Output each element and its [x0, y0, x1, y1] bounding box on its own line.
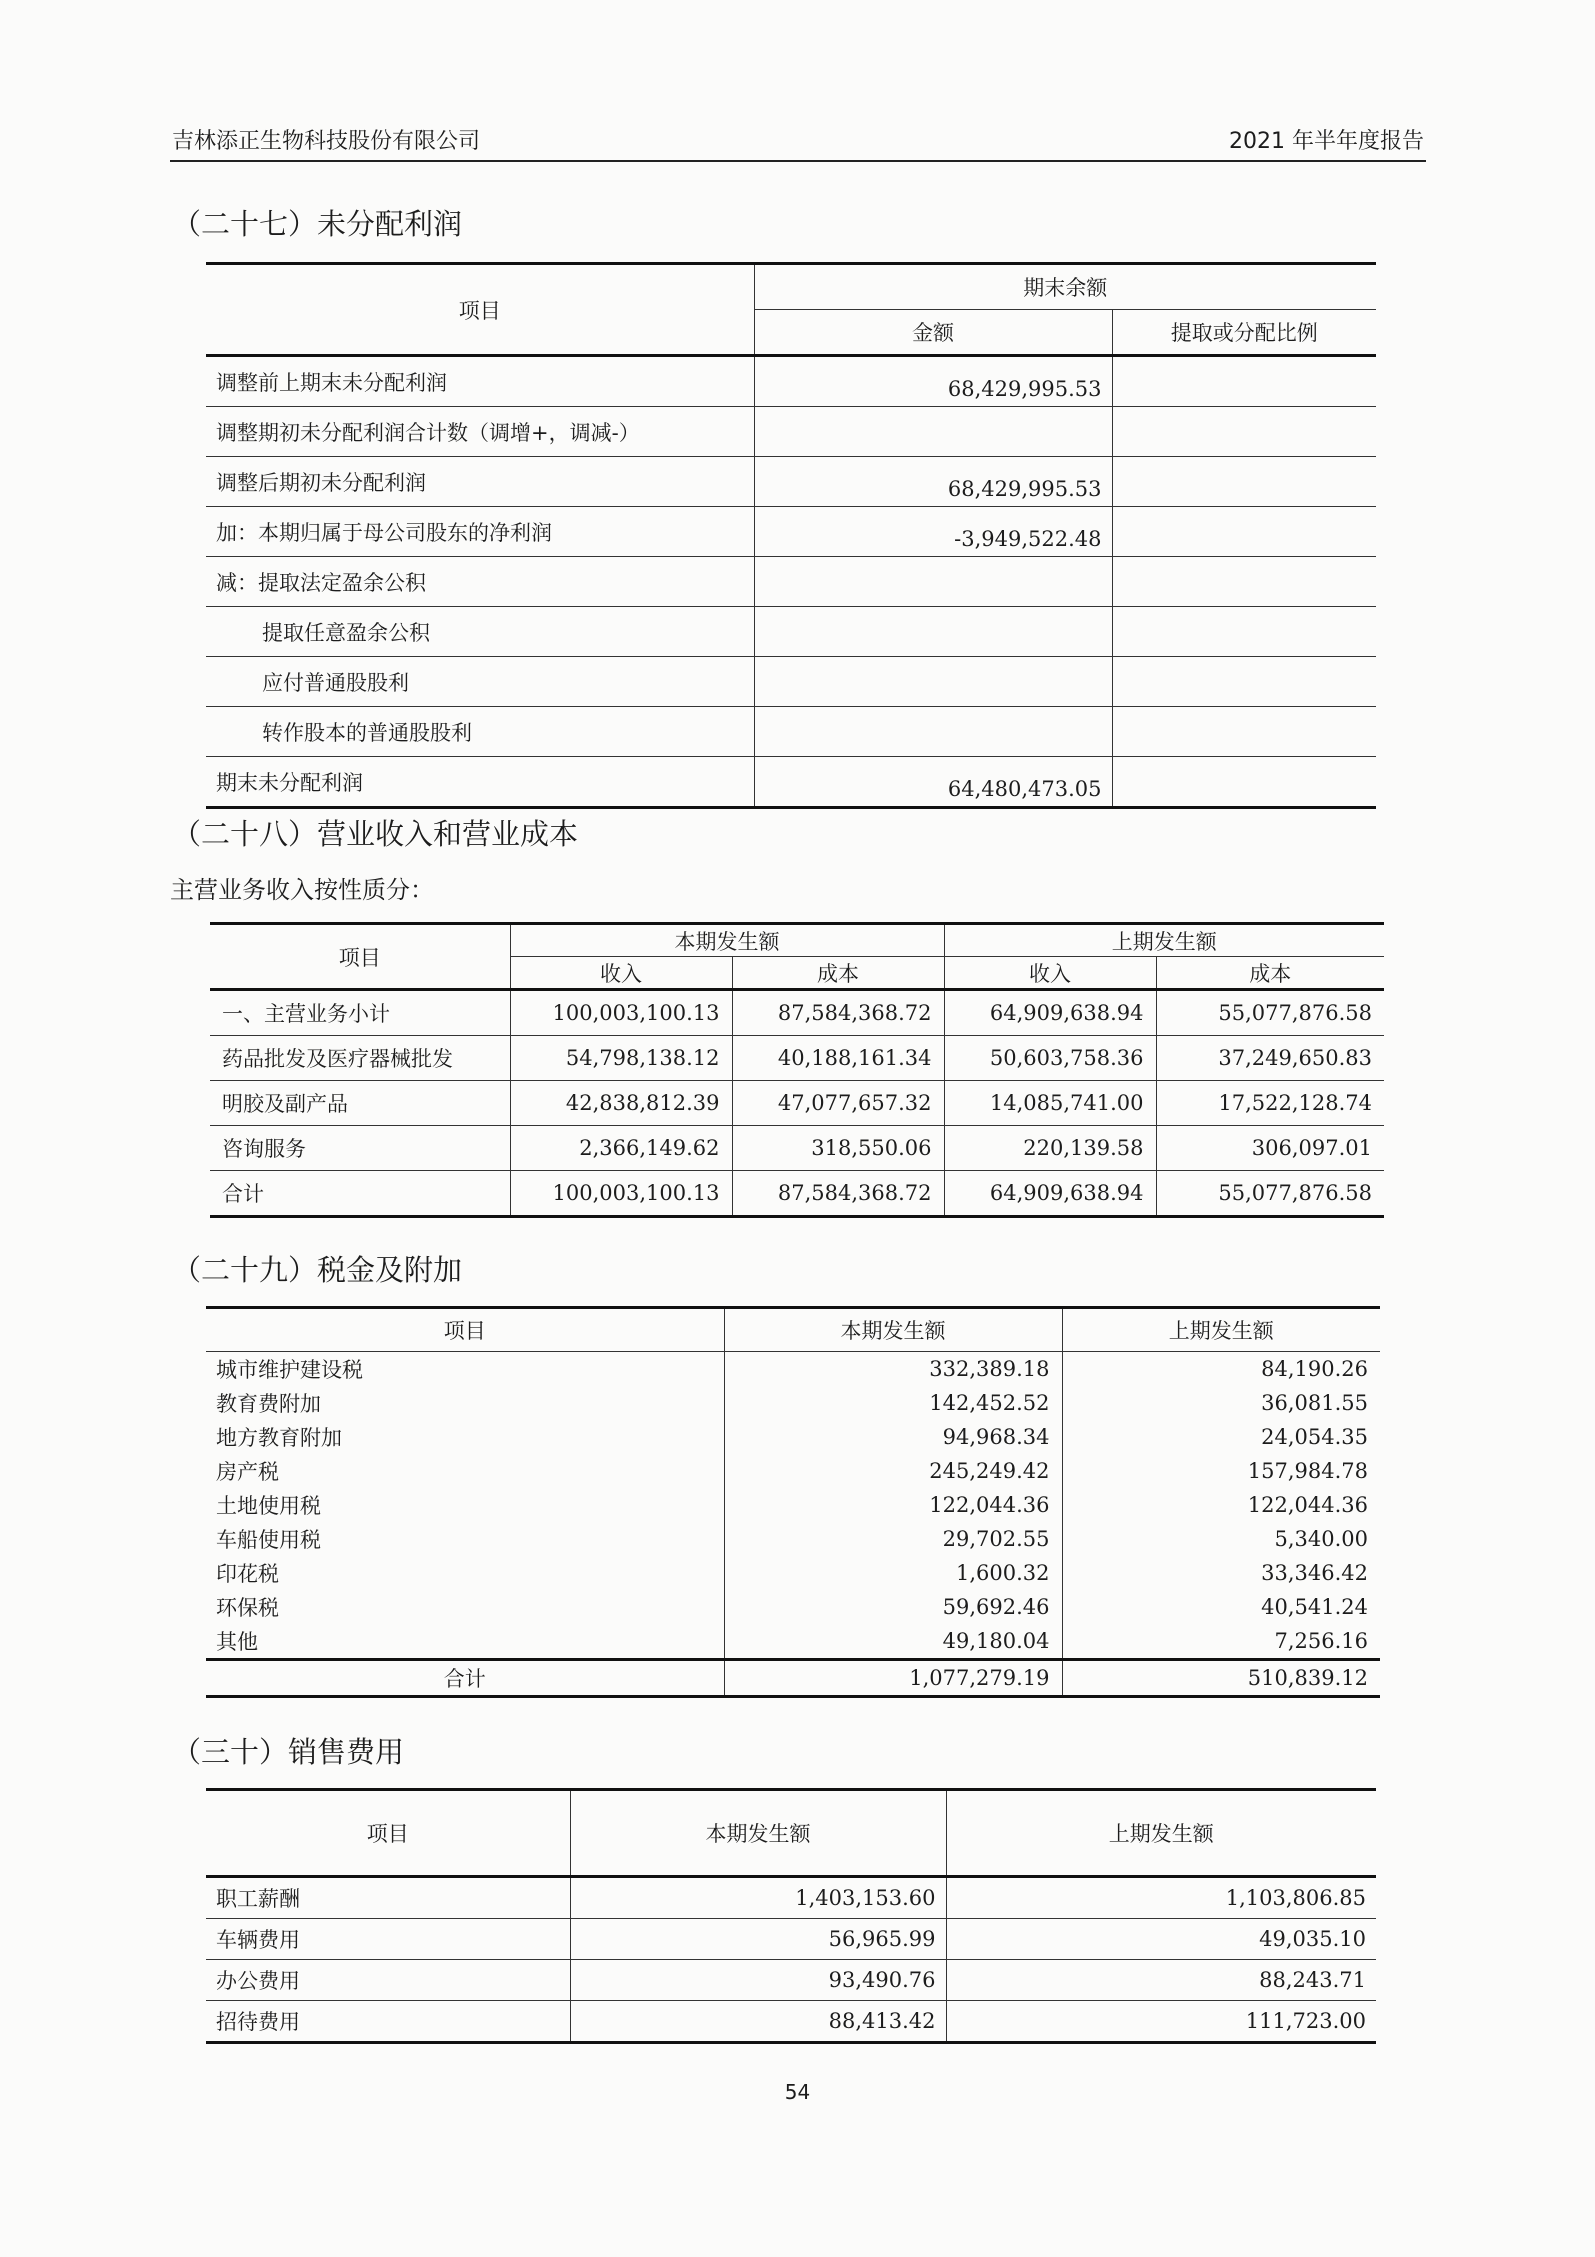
col-header-item: 项目: [206, 1308, 724, 1352]
selling-expenses-table: [206, 1788, 1376, 2044]
cell-prior-revenue: 14,085,741.00: [944, 1081, 1156, 1126]
row-label: 车船使用税: [206, 1522, 724, 1556]
table-row: [206, 1624, 1380, 1660]
cell-prior: 84,190.26: [1062, 1352, 1380, 1387]
row-label: 提取任意盈余公积: [206, 607, 754, 657]
row-amount: 64,480,473.05: [754, 757, 1112, 808]
row-label: 药品批发及医疗器械批发: [210, 1036, 510, 1081]
undistributed-profit-table: [206, 262, 1376, 809]
row-amount: [754, 607, 1112, 657]
cell-current-cost: 47,077,657.32: [732, 1081, 944, 1126]
row-label: 期末未分配利润: [206, 757, 754, 808]
col-header-prior: 上期发生额: [946, 1790, 1376, 1877]
cell-current-revenue: 100,003,100.13: [510, 1171, 732, 1217]
cell-current: 93,490.76: [570, 1960, 946, 2001]
col-header-item: 项目: [206, 264, 754, 356]
cell-current-revenue: 42,838,812.39: [510, 1081, 732, 1126]
col-header-current: 本期发生额: [510, 924, 944, 957]
cell-prior: 24,054.35: [1062, 1420, 1380, 1454]
row-label: 房产税: [206, 1454, 724, 1488]
row-label: 地方教育附加: [206, 1420, 724, 1454]
cell-current: 245,249.42: [724, 1454, 1062, 1488]
section-27-title: （二十七）未分配利润: [172, 207, 463, 241]
table-row: [210, 1081, 1384, 1126]
section-28-title: （二十八）营业收入和营业成本: [172, 817, 579, 851]
total-prior: 510,839.12: [1062, 1660, 1380, 1697]
col-header-current-cost: 成本: [732, 957, 944, 990]
row-label: 加：本期归属于母公司股东的净利润: [206, 507, 754, 557]
row-label: 印花税: [206, 1556, 724, 1590]
row-ratio: [1112, 356, 1376, 407]
table-row: [206, 1420, 1380, 1454]
revenue-cost-table: [210, 922, 1384, 1218]
row-label: 车辆费用: [206, 1919, 570, 1960]
row-amount: [754, 707, 1112, 757]
table-row: [206, 1919, 1376, 1960]
row-label: 调整后期初未分配利润: [206, 457, 754, 507]
row-label: 咨询服务: [210, 1126, 510, 1171]
cell-current: 49,180.04: [724, 1624, 1062, 1660]
total-row: [206, 1660, 1380, 1697]
row-label: 减：提取法定盈余公积: [206, 557, 754, 607]
row-label: 应付普通股股利: [206, 657, 754, 707]
table-row: [206, 507, 1376, 557]
table-row: [206, 407, 1376, 457]
row-label: 城市维护建设税: [206, 1352, 724, 1387]
row-label: 招待费用: [206, 2001, 570, 2043]
row-label: 一、主营业务小计: [210, 990, 510, 1036]
cell-prior: 111,723.00: [946, 2001, 1376, 2043]
col-header-ratio: 提取或分配比例: [1112, 310, 1376, 356]
cell-current-cost: 87,584,368.72: [732, 990, 944, 1036]
col-header-period-end: 期末余额: [754, 264, 1376, 310]
cell-current: 88,413.42: [570, 2001, 946, 2043]
row-amount: [754, 407, 1112, 457]
table-row: [206, 1556, 1380, 1590]
col-header-prior: 上期发生额: [1062, 1308, 1380, 1352]
table-row: [210, 1126, 1384, 1171]
table-row: [210, 990, 1384, 1036]
row-ratio: [1112, 407, 1376, 457]
cell-prior-revenue: 220,139.58: [944, 1126, 1156, 1171]
cell-current: 122,044.36: [724, 1488, 1062, 1522]
table-row: [206, 1522, 1380, 1556]
page-header: [170, 118, 1426, 162]
row-ratio: [1112, 757, 1376, 808]
cell-prior-revenue: 64,909,638.94: [944, 1171, 1156, 1217]
cell-prior-cost: 55,077,876.58: [1156, 1171, 1384, 1217]
cell-prior: 1,103,806.85: [946, 1877, 1376, 1919]
cell-prior-revenue: 50,603,758.36: [944, 1036, 1156, 1081]
cell-current-cost: 40,188,161.34: [732, 1036, 944, 1081]
col-header-prior-revenue: 收入: [944, 957, 1156, 990]
row-ratio: [1112, 707, 1376, 757]
cell-prior-cost: 17,522,128.74: [1156, 1081, 1384, 1126]
cell-current-revenue: 54,798,138.12: [510, 1036, 732, 1081]
table-row: [206, 757, 1376, 808]
page-number: 54: [784, 2080, 811, 2104]
cell-prior-cost: 55,077,876.58: [1156, 990, 1384, 1036]
cell-current-cost: 87,584,368.72: [732, 1171, 944, 1217]
col-header-amount: 金额: [754, 310, 1112, 356]
col-header-prior: 上期发生额: [944, 924, 1384, 957]
col-header-current-revenue: 收入: [510, 957, 732, 990]
cell-prior: 40,541.24: [1062, 1590, 1380, 1624]
company-name: 吉林添正生物科技股份有限公司: [172, 129, 481, 154]
cell-prior-revenue: 64,909,638.94: [944, 990, 1156, 1036]
cell-prior: 33,346.42: [1062, 1556, 1380, 1590]
row-label: 办公费用: [206, 1960, 570, 2001]
row-label: 教育费附加: [206, 1386, 724, 1420]
cell-prior: 49,035.10: [946, 1919, 1376, 1960]
cell-current: 1,403,153.60: [570, 1877, 946, 1919]
table-row: [206, 1454, 1380, 1488]
cell-current: 332,389.18: [724, 1352, 1062, 1387]
row-amount: [754, 657, 1112, 707]
cell-prior: 122,044.36: [1062, 1488, 1380, 1522]
row-label: 调整前上期末未分配利润: [206, 356, 754, 407]
col-header-current: 本期发生额: [570, 1790, 946, 1877]
section-29-title: （二十九）税金及附加: [172, 1253, 463, 1287]
cell-current-cost: 318,550.06: [732, 1126, 944, 1171]
cell-prior: 36,081.55: [1062, 1386, 1380, 1420]
cell-current: 142,452.52: [724, 1386, 1062, 1420]
cell-current: 56,965.99: [570, 1919, 946, 1960]
section-28-subtitle: 主营业务收入按性质分：: [170, 876, 434, 904]
table-row: [206, 1960, 1376, 2001]
table-row: [206, 2001, 1376, 2043]
cell-prior: 157,984.78: [1062, 1454, 1380, 1488]
col-header-item: 项目: [206, 1790, 570, 1877]
total-label: 合计: [206, 1660, 724, 1697]
row-label: 转作股本的普通股股利: [206, 707, 754, 757]
table-row: [206, 356, 1376, 407]
cell-current: 29,702.55: [724, 1522, 1062, 1556]
row-ratio: [1112, 507, 1376, 557]
row-ratio: [1112, 457, 1376, 507]
col-header-item: 项目: [210, 924, 510, 990]
table-row: [206, 1590, 1380, 1624]
cell-current: 59,692.46: [724, 1590, 1062, 1624]
table-row: [206, 1386, 1380, 1420]
cell-current: 1,600.32: [724, 1556, 1062, 1590]
row-amount: 68,429,995.53: [754, 356, 1112, 407]
table-row: [206, 1877, 1376, 1919]
total-current: 1,077,279.19: [724, 1660, 1062, 1697]
row-amount: -3,949,522.48: [754, 507, 1112, 557]
row-label: 明胶及副产品: [210, 1081, 510, 1126]
row-ratio: [1112, 557, 1376, 607]
report-title: 2021 年半年度报告: [1229, 129, 1424, 154]
table-row: [206, 1352, 1380, 1387]
row-ratio: [1112, 657, 1376, 707]
table-row: [206, 457, 1376, 507]
table-row: [206, 557, 1376, 607]
col-header-prior-cost: 成本: [1156, 957, 1384, 990]
cell-current: 94,968.34: [724, 1420, 1062, 1454]
cell-prior: 5,340.00: [1062, 1522, 1380, 1556]
cell-prior-cost: 37,249,650.83: [1156, 1036, 1384, 1081]
row-amount: 68,429,995.53: [754, 457, 1112, 507]
col-header-current: 本期发生额: [724, 1308, 1062, 1352]
taxes-surcharges-table: [206, 1306, 1380, 1698]
row-label: 合计: [210, 1171, 510, 1217]
table-row: [210, 1036, 1384, 1081]
row-label: 土地使用税: [206, 1488, 724, 1522]
row-label: 调整期初未分配利润合计数（调增+，调减-）: [206, 407, 754, 457]
cell-prior-cost: 306,097.01: [1156, 1126, 1384, 1171]
table-row: [206, 657, 1376, 707]
row-label: 其他: [206, 1624, 724, 1660]
table-row: [206, 607, 1376, 657]
cell-prior: 88,243.71: [946, 1960, 1376, 2001]
row-ratio: [1112, 607, 1376, 657]
row-amount: [754, 557, 1112, 607]
cell-prior: 7,256.16: [1062, 1624, 1380, 1660]
table-row: [206, 1488, 1380, 1522]
row-label: 环保税: [206, 1590, 724, 1624]
cell-current-revenue: 2,366,149.62: [510, 1126, 732, 1171]
table-row: [210, 1171, 1384, 1217]
cell-current-revenue: 100,003,100.13: [510, 990, 732, 1036]
section-30-title: （三十）销售费用: [172, 1735, 405, 1769]
row-label: 职工薪酬: [206, 1877, 570, 1919]
table-row: [206, 707, 1376, 757]
